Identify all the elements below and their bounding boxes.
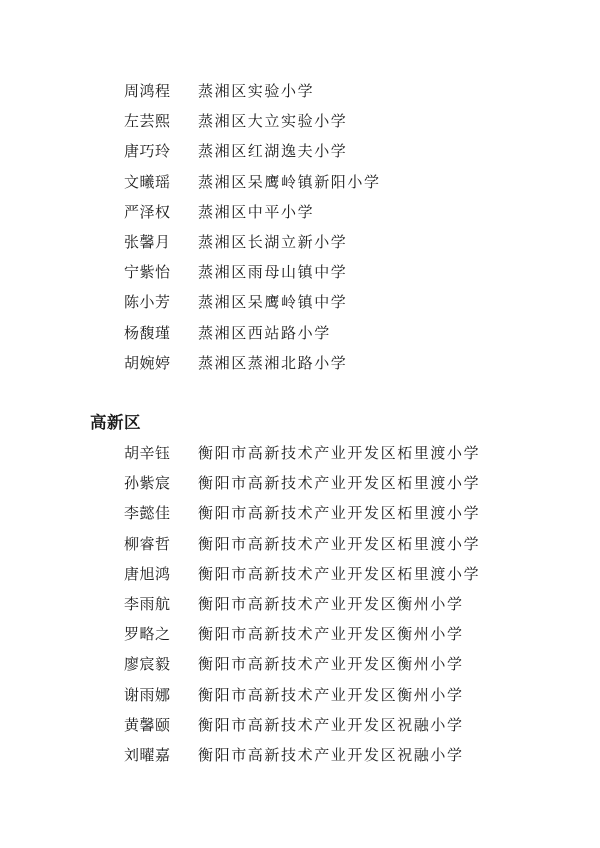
list-item <box>0 619 600 649</box>
school-name: 衡阳市高新技术产业开发区柘里渡小学 <box>198 564 481 583</box>
student-name: 陈小芳 <box>124 293 171 312</box>
student-name: 谢雨娜 <box>124 685 171 704</box>
zhengxiang-list <box>0 76 600 378</box>
school-name: 衡阳市高新技术产业开发区衡州小学 <box>198 594 464 613</box>
school-name: 衡阳市高新技术产业开发区柘里渡小学 <box>198 444 481 462</box>
school-name: 蒸湘区呆鹰岭镇中学 <box>198 293 348 312</box>
list-item <box>0 287 600 317</box>
school-name: 蒸湘区实验小学 <box>198 82 315 100</box>
school-name: 衡阳市高新技术产业开发区柘里渡小学 <box>198 534 481 553</box>
list-item <box>0 740 600 770</box>
student-name: 严泽权 <box>124 202 171 221</box>
list-item <box>0 710 600 740</box>
list-item <box>0 680 600 710</box>
student-name: 张馨月 <box>124 232 171 251</box>
school-name: 蒸湘区蒸湘北路小学 <box>198 353 348 372</box>
student-name: 胡辛钰 <box>124 444 171 462</box>
school-name: 衡阳市高新技术产业开发区衡州小学 <box>198 685 464 704</box>
student-name: 左芸熙 <box>124 112 171 131</box>
list-item <box>0 106 600 136</box>
student-name: 唐旭鸿 <box>124 564 171 583</box>
student-name: 唐巧玲 <box>124 142 171 161</box>
list-item <box>0 167 600 197</box>
school-name: 蒸湘区中平小学 <box>198 202 315 221</box>
student-name: 宁紫怡 <box>124 263 171 282</box>
student-name: 孙紫宸 <box>124 474 171 493</box>
school-name: 蒸湘区长湖立新小学 <box>198 232 348 251</box>
list-item <box>0 589 600 619</box>
list-item <box>0 649 600 679</box>
student-name: 杨馥瑾 <box>124 323 171 342</box>
student-name: 罗略之 <box>124 625 171 644</box>
list-item <box>0 468 600 498</box>
gaoxin-list <box>0 438 600 770</box>
list-item <box>0 529 600 559</box>
school-name: 蒸湘区大立实验小学 <box>198 112 348 131</box>
student-name: 李懿佳 <box>124 504 171 523</box>
school-name: 蒸湘区雨母山镇中学 <box>198 263 348 282</box>
list-item <box>0 136 600 166</box>
student-name: 刘曜嘉 <box>124 745 171 764</box>
school-name: 蒸湘区红湖逸夫小学 <box>198 142 348 161</box>
list-item <box>0 348 600 378</box>
student-name: 廖宸毅 <box>124 655 171 674</box>
student-name: 黄馨颐 <box>124 715 171 734</box>
student-name: 柳睿哲 <box>124 534 171 553</box>
list-item <box>0 257 600 287</box>
list-item <box>0 197 600 227</box>
list-item <box>0 498 600 528</box>
list-item <box>0 318 600 348</box>
student-name: 李雨航 <box>124 594 171 613</box>
school-name: 衡阳市高新技术产业开发区衡州小学 <box>198 625 464 644</box>
section-title-gaoxin: 高新区 <box>90 413 141 432</box>
list-item <box>0 227 600 257</box>
school-name: 衡阳市高新技术产业开发区柘里渡小学 <box>198 474 481 493</box>
school-name: 衡阳市高新技术产业开发区柘里渡小学 <box>198 504 481 523</box>
list-item <box>0 559 600 589</box>
school-name: 蒸湘区西站路小学 <box>198 323 331 342</box>
school-name: 蒸湘区呆鹰岭镇新阳小学 <box>198 172 381 191</box>
school-name: 衡阳市高新技术产业开发区祝融小学 <box>198 715 464 734</box>
student-name: 文曦瑶 <box>124 172 171 191</box>
student-name: 周鸿程 <box>124 82 171 100</box>
list-item <box>0 438 600 468</box>
school-name: 衡阳市高新技术产业开发区衡州小学 <box>198 655 464 674</box>
list-item <box>0 76 600 106</box>
school-name: 衡阳市高新技术产业开发区祝融小学 <box>198 745 464 764</box>
student-name: 胡婉婷 <box>124 353 171 372</box>
